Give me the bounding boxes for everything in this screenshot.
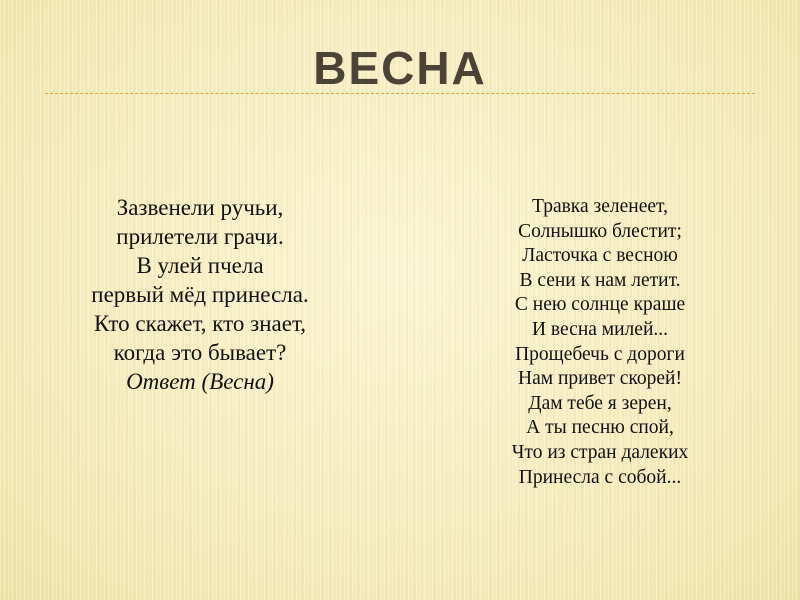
- spring-poem: [440, 195, 760, 490]
- riddle-line: когда это бывает?: [113, 340, 287, 365]
- title-divider: [45, 93, 755, 94]
- poem-line: В сени к нам летит.: [519, 269, 681, 291]
- poem-line: Принесла с собой...: [518, 466, 682, 488]
- riddle-line: первый мёд принесла.: [91, 282, 309, 307]
- poem-line: Ласточка с весною: [522, 245, 678, 267]
- slide-title: ВЕСНА: [313, 42, 487, 94]
- poem-line: И весна милей...: [531, 318, 669, 340]
- riddle-line: Зазвенели ручьи,: [116, 195, 284, 220]
- poem-line: Что из стран далеких: [511, 441, 689, 463]
- riddle-answer: Ответ (Весна): [126, 369, 274, 394]
- poem-line: С нею солнце краше: [514, 294, 686, 316]
- poem-line: Прощебечь с дороги: [515, 343, 685, 365]
- riddle-line: Кто скажет, кто знает,: [93, 311, 307, 336]
- poem-line: Нам привет скорей!: [518, 368, 682, 390]
- poem-line: Дам тебе я зерен,: [528, 392, 672, 414]
- riddle-poem: [40, 193, 360, 396]
- riddle-line: прилетели грачи.: [116, 224, 284, 249]
- poem-line: Солнышко блестит;: [518, 220, 682, 242]
- poem-line: Травка зеленеет,: [532, 196, 668, 217]
- riddle-line: В улей пчела: [136, 253, 264, 278]
- poem-line: А ты песню спой,: [526, 417, 674, 439]
